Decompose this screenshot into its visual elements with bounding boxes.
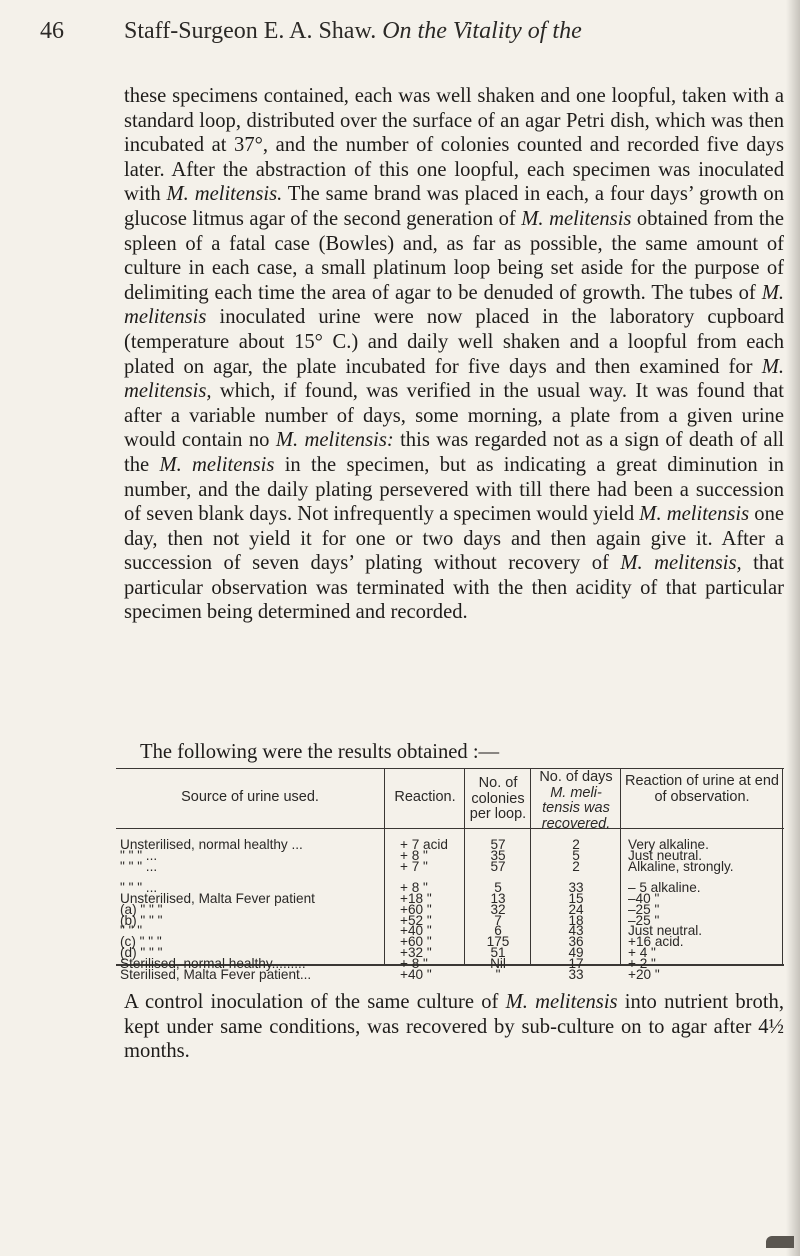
row-6-source: (b) " " " [120, 912, 163, 928]
running-header [0, 18, 800, 54]
row-10-source: Sterilised, normal healthy......... [120, 955, 306, 971]
row-7-end-reaction: Just neutral. [628, 923, 703, 939]
row-2-reaction: + 7 " [400, 858, 428, 874]
header-days-line2 [532, 786, 620, 802]
row-4-source: Unsterilised, Malta Fever patient [120, 891, 315, 906]
table-header-rule [116, 828, 784, 829]
header-source: Source of urine used. [181, 789, 319, 805]
header-reaction: Reaction. [394, 789, 456, 805]
row-6-colonies: 7 [494, 912, 502, 928]
row-9-end-reaction: + 4 " [628, 945, 656, 960]
row-3-days: 33 [568, 880, 584, 896]
header-colonies: No. of colonies per loop. [469, 775, 527, 822]
row-11-days: 33 [568, 966, 584, 982]
row-11-source: Sterilised, Malta Fever patient... [120, 966, 312, 982]
row-0-source: Unsterilised, normal healthy ... [120, 837, 303, 852]
results-intro: The following were the results obtained :— [140, 741, 500, 763]
row-9-days: 49 [568, 945, 584, 960]
row-0-reaction: + 7 acid [400, 837, 448, 852]
row-9-reaction: +32 " [400, 945, 432, 960]
table-top-rule [116, 768, 784, 769]
row-4-end-reaction: –40 " [628, 891, 660, 906]
row-2-days: 2 [572, 858, 580, 874]
row-4-colonies: 13 [490, 891, 506, 906]
row-6-end-reaction: –25 " [628, 912, 660, 928]
results-table [116, 768, 784, 982]
row-7-colonies: 6 [494, 923, 502, 939]
header-days-line3-text: tensis was recovered. [541, 800, 611, 832]
row-6-reaction: +52 " [400, 912, 432, 928]
row-8-reaction: +60 " [400, 934, 432, 950]
row-3-colonies: 5 [494, 880, 502, 896]
row-8-source: (c) " " " [120, 934, 162, 950]
row-5-source: (a) " " " [120, 901, 163, 917]
running-title [124, 18, 582, 45]
col-divider-3 [530, 768, 531, 964]
row-3-end-reaction: – 5 alkaline. [628, 880, 701, 896]
title-fragment: On the Vitality of the [382, 18, 582, 44]
row-10-reaction: + 8 " [400, 955, 428, 971]
header-days [532, 770, 620, 832]
header-days-line2-text: M. meli- [550, 784, 602, 801]
page-corner-mark [766, 1236, 794, 1248]
row-8-days: 36 [568, 934, 584, 950]
row-5-colonies: 32 [490, 901, 506, 917]
body-paragraph-2: A control inoculation of the same culture of M. melitensis into nutrient broth, kept under same conditions, was recovered by sub-culture on to agar after 4½ months. [124, 991, 785, 1063]
row-5-reaction: +60 " [400, 901, 432, 917]
row-2-colonies: 57 [490, 858, 506, 874]
col-divider-1 [384, 768, 385, 964]
header-days-line3 [532, 801, 620, 832]
row-0-colonies: 57 [490, 837, 506, 852]
row-1-days: 5 [572, 847, 580, 863]
col-divider-2 [464, 768, 465, 964]
row-11-colonies: " [495, 966, 501, 982]
row-11-end-reaction: +20 " [628, 966, 660, 982]
row-5-end-reaction: –25 " [628, 901, 660, 917]
row-5-days: 24 [568, 901, 584, 917]
header-end-reaction: Reaction of urine at end of observation. [625, 773, 779, 805]
col-divider-5 [782, 768, 783, 964]
row-2-end-reaction: Alkaline, strongly. [628, 858, 734, 874]
row-7-days: 43 [568, 923, 584, 939]
page-edge-shadow [786, 0, 800, 1256]
header-days-line1: No. of days [539, 769, 613, 785]
row-4-reaction: +18 " [400, 891, 432, 906]
row-8-colonies: 175 [486, 934, 510, 950]
row-11-reaction: +40 " [400, 966, 432, 982]
row-7-source: " " " [120, 923, 143, 939]
body-paragraph-1: these specimens contained, each was well shaken and one loopful, taken with a standard loop, distributed over the surface of an agar Petri dish, which was then incubated at 37°, and the number of colonies counted and recorded five days later. After the abstraction of this one loopful, each specimen was inoculated with M. melitensis. The same brand was placed in each, a four days’ growth on glucose litmus agar of the second generation of M. melitensis obtained from the spleen of a fatal case (Bowles) and, as far as possible, the same amount of culture in each case, a small platinum loop being set aside for the purpose of delimiting each time the area of agar to be denuded of growth. The tubes of M. melitensis inoculated urine were now placed in the laboratory cupboard (temperature about 15° C.) and daily well shaken and a loopful from each plated on agar, the plate incubated for five days and then examined for M. melitensis, which, if found, was verified in the usual way. It was found that after a variable number of days, some morning, a plate from a given urine would contain no M. melitensis: this was regarded not as a sign of death of all the M. melitensis in the specimen, but as indicating a great diminution in number, and the daily plating persevered with till there had been a succession of seven blank days. Not infrequently a specimen would yield M. melitensis one day, then not yield it for one or two days and then again give it. After a succession of seven days’ plating without recovery of M. melitensis, that particular observation was terminated with the then acidity of that particular specimen being determined and recorded. [124, 85, 785, 624]
row-10-colonies: Nil [490, 955, 506, 971]
row-0-days: 2 [572, 837, 580, 852]
row-7-reaction: +40 " [400, 923, 432, 939]
col-divider-4 [620, 768, 621, 964]
row-8-end-reaction: +16 acid. [628, 934, 684, 950]
row-0-end-reaction: Very alkaline. [628, 837, 709, 852]
row-9-colonies: 51 [490, 945, 506, 960]
row-1-colonies: 35 [490, 847, 506, 863]
row-1-source: " " " ... [120, 847, 158, 863]
row-3-reaction: + 8 " [400, 880, 428, 896]
row-1-end-reaction: Just neutral. [628, 847, 703, 863]
page-number: 46 [40, 18, 64, 44]
author-name: Staff-Surgeon E. A. Shaw. [124, 18, 377, 44]
row-6-days: 18 [568, 912, 584, 928]
row-3-source: " " " ... [120, 880, 158, 896]
row-10-end-reaction: + 2 " [628, 955, 656, 971]
row-9-source: (d) " " " [120, 945, 163, 960]
row-1-reaction: + 8 " [400, 847, 428, 863]
row-4-days: 15 [568, 891, 584, 906]
row-10-days: 17 [568, 955, 584, 971]
row-2-source: " " " ... [120, 858, 158, 874]
